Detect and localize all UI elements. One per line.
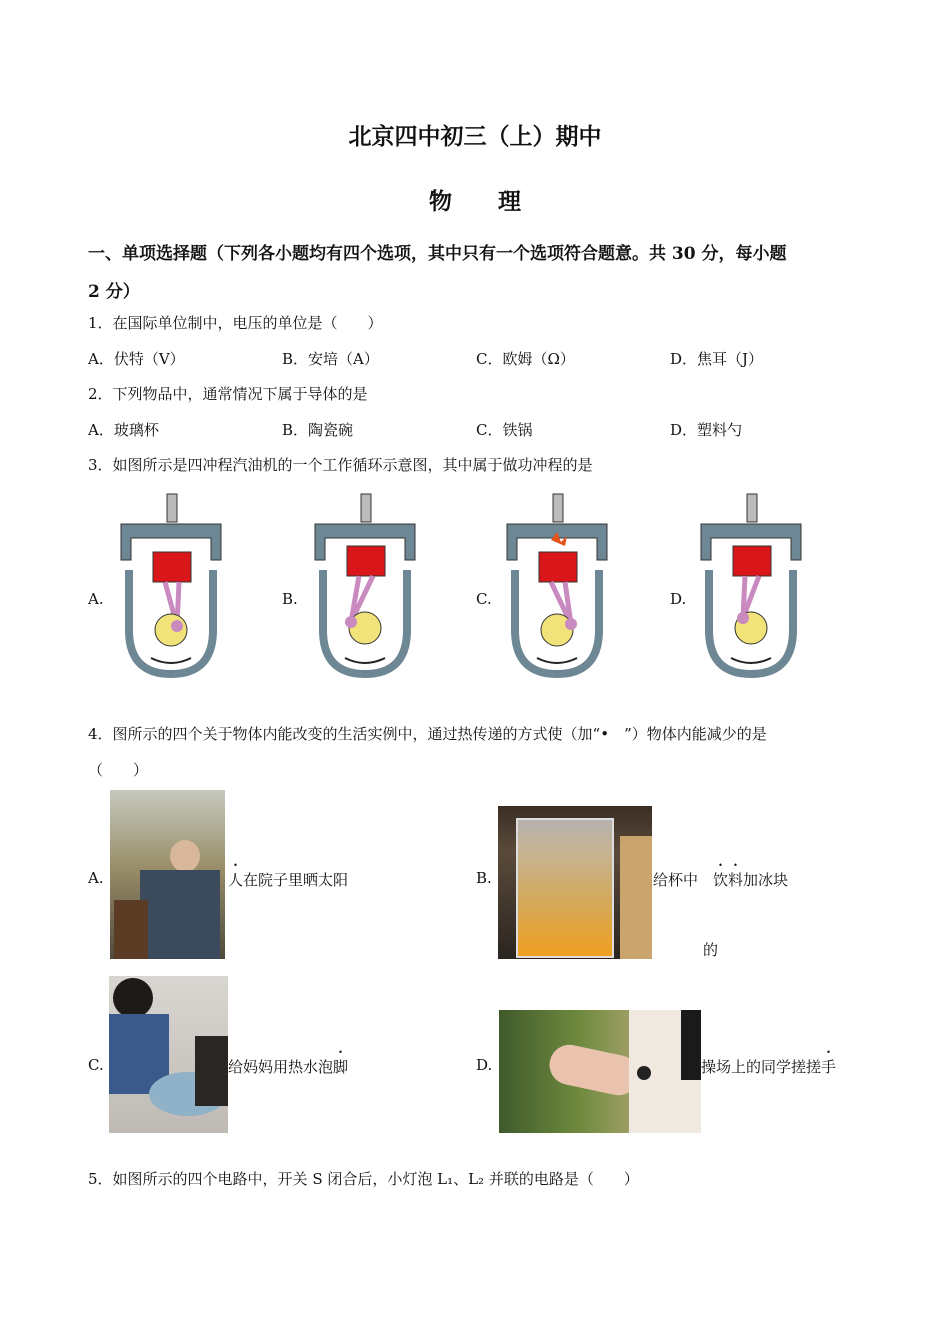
q3-label-d: D. — [670, 590, 687, 608]
q4-b-text — [653, 869, 788, 890]
q3-label-a: A. — [88, 590, 104, 608]
q4-d-text — [701, 1056, 836, 1077]
question-4-stem-line2: （ ） — [88, 761, 149, 779]
q4-b-dot-char1: 饮 — [713, 871, 729, 889]
q4-b-rest: 加冰块 — [743, 871, 789, 889]
q4-b-pre: 给杯中 — [653, 871, 714, 889]
engine-body — [507, 494, 607, 674]
photo-woman-sunbathing — [110, 790, 225, 959]
question-5-stem: 5．如图所示的四个电路中，开关 S 闭合后，小灯泡 L₁、L₂ 并联的电路是（ ） — [88, 1170, 639, 1188]
q1-option-c: C．欧姆（Ω） — [476, 350, 575, 368]
engine-body — [121, 494, 221, 674]
q4-a-dot-char: 人 — [228, 871, 244, 889]
q2-option-c: C．铁锅 — [476, 421, 533, 439]
q4-c-pre: 给妈妈用热水泡 — [228, 1058, 334, 1076]
q4-label-b: B. — [476, 869, 492, 887]
engine-body — [315, 494, 415, 674]
photo-foot-soak — [109, 976, 228, 1133]
photo-rubbing-hands — [499, 1010, 701, 1133]
q4-label-a: A. — [88, 869, 104, 887]
page-title: 北京四中初三（上）期中 — [348, 123, 602, 150]
engine-body — [701, 494, 801, 674]
q4-d-pre: 操场上的同学搓搓 — [701, 1058, 822, 1076]
question-1-stem: 1．在国际单位制中，电压的单位是（ ） — [88, 314, 383, 332]
q4-a-rest: 在院子里晒太阳 — [243, 871, 349, 889]
q3-label-c: C. — [476, 590, 492, 608]
q4-b-dot-char2: 料 — [728, 871, 744, 889]
photo-iced-drink — [498, 806, 652, 959]
question-2-stem: 2．下列物品中，通常情况下属于导体的是 — [88, 385, 368, 403]
engine-diagram-c — [501, 490, 613, 678]
q4-c-text — [228, 1056, 348, 1077]
q4-label-d: D. — [476, 1056, 493, 1074]
q2-option-a: A．玻璃杯 — [88, 421, 159, 439]
q1-option-b: B．安培（A） — [282, 350, 379, 368]
question-3-stem: 3．如图所示是四冲程汽油机的一个工作循环示意图，其中属于做功冲程的是 — [88, 456, 593, 474]
q3-label-b: B. — [282, 590, 298, 608]
engine-diagram-d — [695, 490, 807, 678]
subject-title: 物 理 — [429, 188, 521, 215]
section-heading-line2: 2 分） — [88, 282, 140, 302]
question-4-stem-line1: 4．图所示的四个关于物体内能改变的生活实例中，通过热传递的方式使（加“• ”）物体内能减少的是 — [88, 725, 767, 743]
q4-b-tail: 的 — [703, 941, 719, 959]
q1-option-d: D．焦耳（J） — [670, 350, 764, 368]
q1-option-a: A．伏特（V） — [88, 350, 185, 368]
engine-diagram-b — [309, 490, 421, 678]
q4-c-dot-char: 脚 — [333, 1058, 349, 1076]
q4-a-text — [228, 869, 348, 890]
q2-option-b: B．陶瓷碗 — [282, 421, 354, 439]
q4-d-dot-char: 手 — [821, 1058, 837, 1076]
section-heading-line1: 一、单项选择题（下列各小题均有四个选项，其中只有一个选项符合题意。共 30 分，每小题 — [88, 244, 787, 264]
engine-diagram-a — [115, 490, 227, 678]
q4-label-c: C. — [88, 1056, 104, 1074]
q2-option-d: D．塑料勺 — [670, 421, 743, 439]
